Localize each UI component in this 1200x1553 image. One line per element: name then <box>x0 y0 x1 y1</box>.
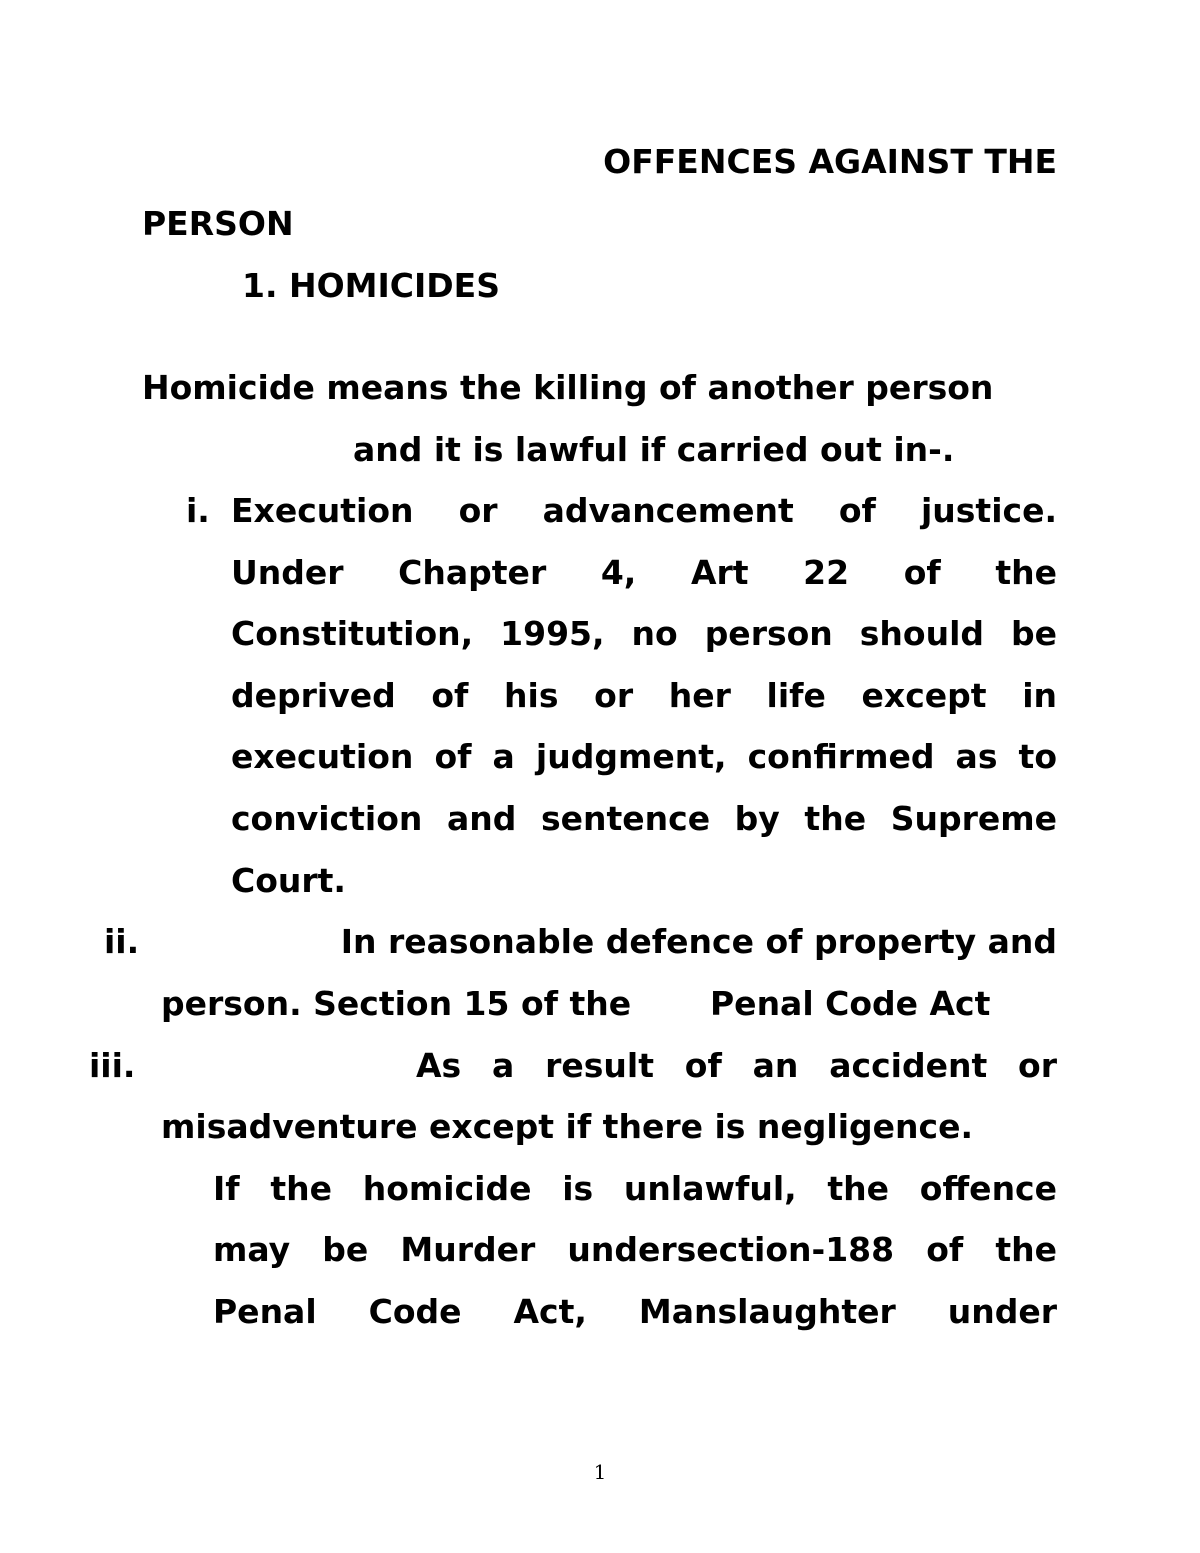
section-heading: 1. HOMICIDES <box>242 266 500 305</box>
item-i-line-4: deprived of his or her life except in <box>231 676 1057 715</box>
title-line-1: OFFENCES AGAINST THE <box>603 142 1057 181</box>
page-number: 1 <box>593 1460 607 1484</box>
item-i-line-1: Execution or advancement of justice. <box>231 491 1057 530</box>
list-marker-ii: ii. <box>104 922 140 961</box>
item-iii-line-2: misadventure except if there is negligence. <box>161 1107 974 1146</box>
item-ii-line-2a: person. Section 15 of the <box>161 984 632 1023</box>
title-line-2: PERSON <box>142 204 294 243</box>
item-ii-line-1: In reasonable defence of property and <box>340 922 1057 961</box>
item-i-line-7: Court. <box>231 861 346 900</box>
intro-line-2: and it is lawful if carried out in-. <box>353 430 955 469</box>
closing-line-3: Penal Code Act, Manslaughter under <box>213 1292 1057 1331</box>
item-i-line-5: execution of a judgment, confirmed as to <box>231 737 1057 776</box>
list-marker-iii: iii. <box>89 1046 136 1085</box>
item-i-line-2: Under Chapter 4, Art 22 of the <box>231 553 1057 592</box>
item-i-line-6: conviction and sentence by the Supreme <box>231 799 1057 838</box>
closing-line-1: If the homicide is unlawful, the offence <box>213 1169 1057 1208</box>
item-i-line-3: Constitution, 1995, no person should be <box>231 614 1057 653</box>
item-ii-line-2b: Penal Code Act <box>710 984 991 1023</box>
closing-line-2: may be Murder undersection-188 of the <box>213 1230 1057 1269</box>
item-iii-line-1: As a result of an accident or <box>416 1046 1057 1085</box>
intro-line-1: Homicide means the killing of another person <box>142 368 994 407</box>
list-marker-i: i. <box>186 491 210 530</box>
